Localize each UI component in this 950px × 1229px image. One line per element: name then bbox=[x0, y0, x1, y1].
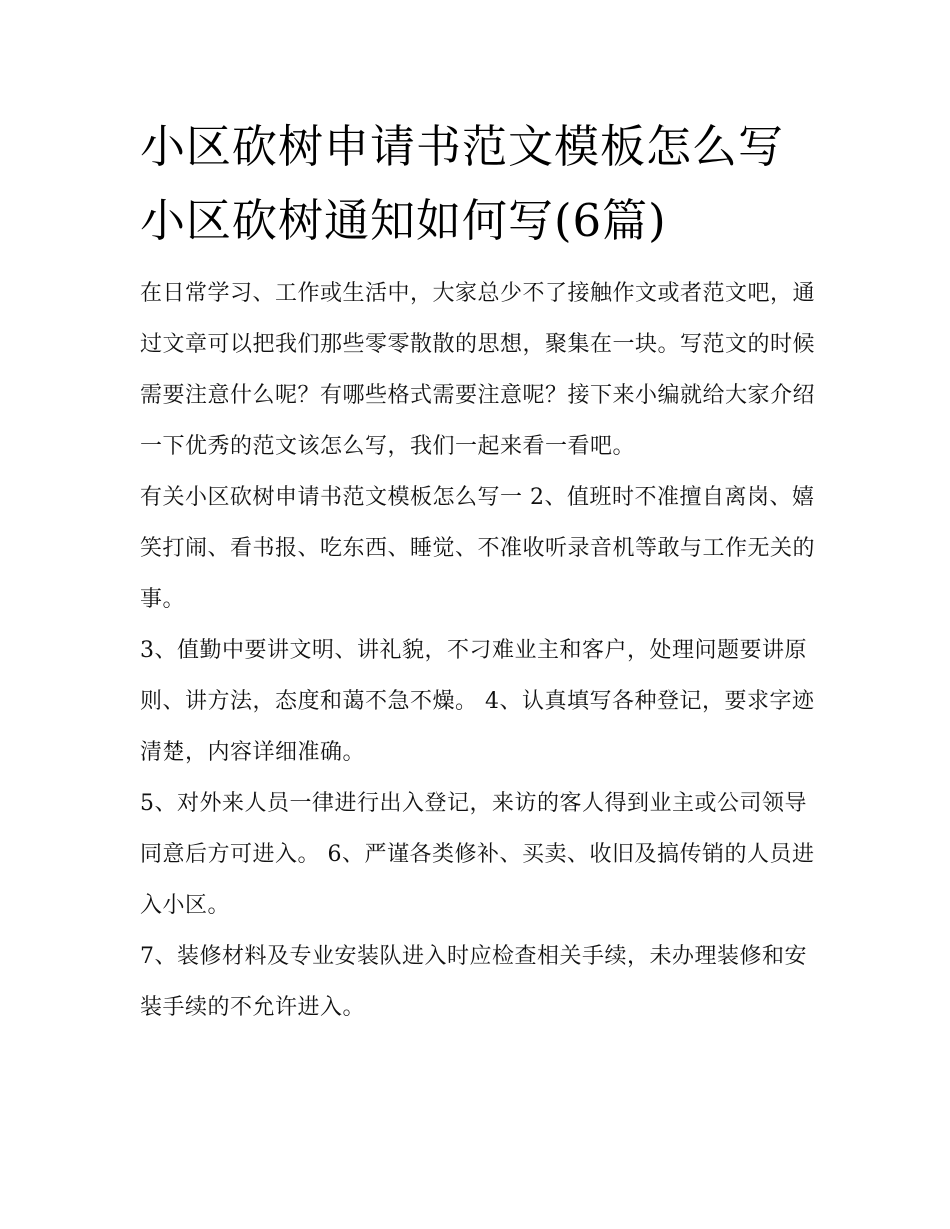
paragraph-item-3-4: 3、值勤中要讲文明、讲礼貌，不刁难业主和客户，处理问题要讲原则、讲方法，态度和蔼不急不燥。 4、认真填写各种登记，要求字迹清楚，内容详细准确。 bbox=[140, 638, 815, 765]
paragraph-intro: 在日常学习、工作或生活中，大家总少不了接触作文或者范文吧，通过文章可以把我们那些零零散散的思想，聚集在一块。写范文的时候需要注意什么呢？有哪些格式需要注意呢？接下来小编就给大家介绍一下优秀的范文该怎么写，我们一起来看一看吧。 bbox=[140, 281, 816, 459]
document-title: 小区砍树申请书范文模板怎么写 小区砍树通知如何写(6篇) bbox=[140, 120, 785, 247]
document-page bbox=[140, 110, 820, 1033]
paragraph-item-5-6: 5、对外来人员一律进行出入登记，来访的客人得到业主或公司领导同意后方可进入。 6、严谨各类修补、买卖、收旧及搞传销的人员进入小区。 bbox=[140, 791, 815, 918]
paragraph-item-2: 有关小区砍树申请书范文模板怎么写一 2、值班时不准擅自离岗、嬉笑打闹、看书报、吃东西、睡觉、不准收听录音机等敢与工作无关的事。 bbox=[140, 485, 816, 612]
paragraph-item-7: 7、装修材料及专业安装队进入时应检查相关手续，未办理装修和安装手续的不允许进入。 bbox=[140, 944, 807, 1020]
